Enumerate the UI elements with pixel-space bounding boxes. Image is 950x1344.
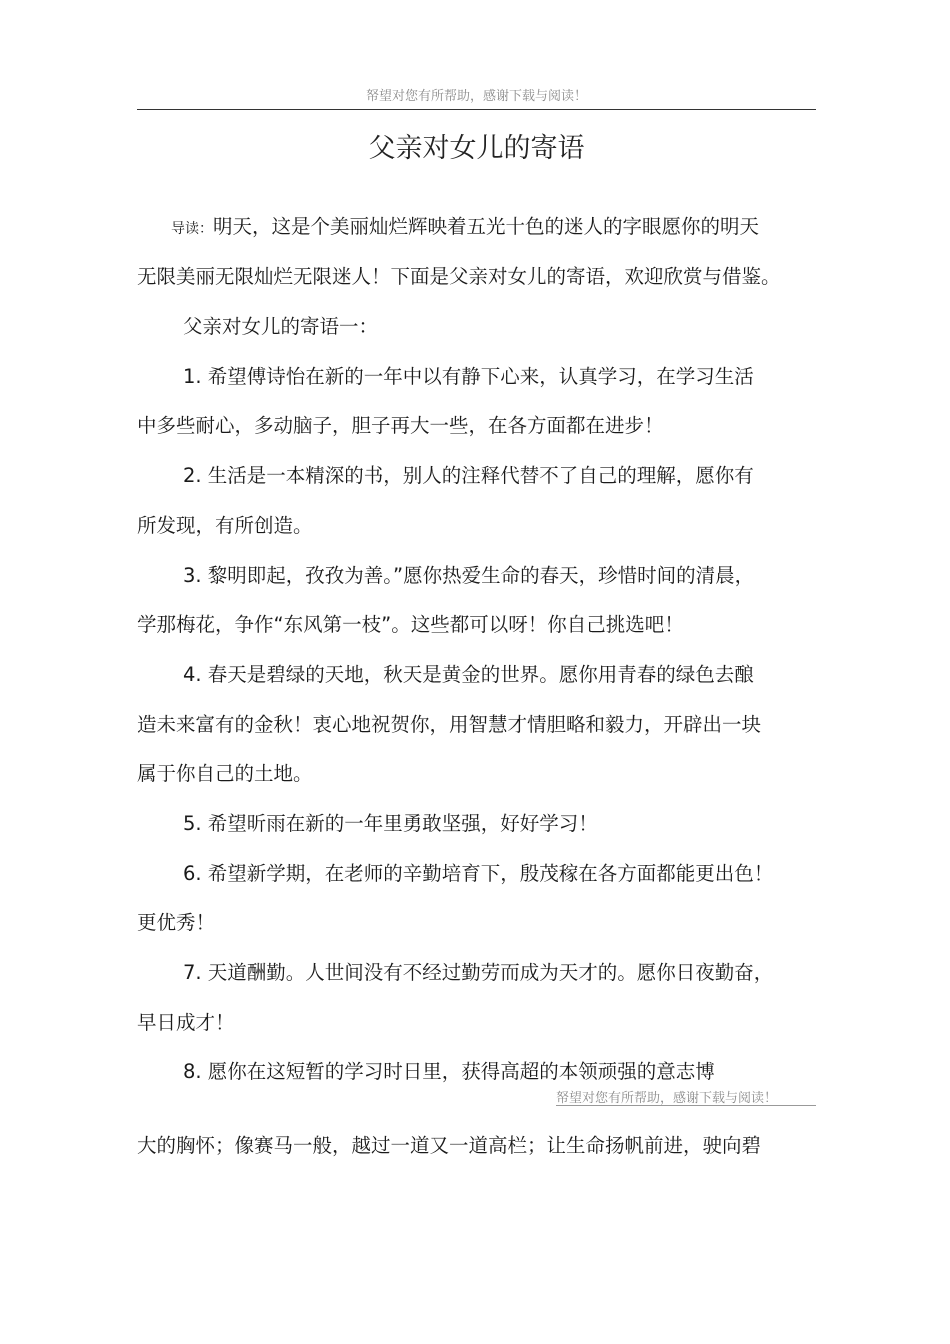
section-heading: 父亲对女儿的寄语一： — [183, 315, 379, 338]
item-6-line-1: 6. 希望新学期，在老师的辛勤培育下，殷茂稼在各方面都能更出色！ — [183, 862, 774, 885]
item-1-line-1: 1. 希望傅诗怡在新的一年中以有静下心来，认真学习，在学习生活 — [183, 365, 754, 388]
item-2-line-2: 所发现，有所创造。 — [137, 514, 313, 537]
item-7-line-1: 7. 天道酬勤。人世间没有不经过勤劳而成为天才的。愿你日夜勤奋， — [183, 961, 774, 984]
intro-line-1 — [171, 211, 759, 239]
intro-line-2: 无限美丽无限灿烂无限迷人！下面是父亲对女儿的寄语，欢迎欣赏与借鉴。 — [137, 265, 781, 288]
item-3-line-2: 学那梅花，争作“东风第一枝”。这些都可以呀！你自己挑选吧！ — [137, 613, 684, 636]
continuation-line: 大的胸怀；像赛马一般，越过一道又一道高栏；让生命扬帆前进，驶向碧 — [137, 1134, 762, 1157]
item-7-line-2: 早日成才！ — [137, 1011, 235, 1034]
footer-note: 帑望对您有所帮助，感谢下载与阅读！ — [556, 1091, 778, 1106]
item-3-line-1: 3. 黎明即起，孜孜为善。”愿你热爱生命的春天，珍惜时间的清晨， — [183, 564, 755, 587]
intro-text-1: 明天，这是个美丽灿烂辉映着五光十色的迷人的字眼愿你的明天 — [213, 215, 760, 238]
item-4-line-3: 属于你自己的土地。 — [137, 762, 313, 785]
item-4-line-1: 4. 春天是碧绿的天地，秋天是黄金的世界。愿你用青春的绿色去酿 — [183, 663, 754, 686]
intro-label: 导读： — [171, 221, 213, 237]
item-1-line-2: 中多些耐心，多动脑子，胆子再大一些，在各方面都在进步！ — [137, 414, 664, 437]
item-4-line-2: 造未来富有的金秋！衷心地祝贺你，用智慧才情胆略和毅力，开辟出一块 — [137, 713, 762, 736]
footer-divider — [556, 1105, 816, 1106]
header-note: 帑望对您有所帮助，感谢下载与阅读！ — [365, 89, 587, 104]
item-6-line-2: 更优秀！ — [137, 911, 216, 934]
item-8-line-1: 8. 愿你在这短暂的学习时日里，获得高超的本领顽强的意志博 — [183, 1060, 715, 1083]
item-5-line-1: 5. 希望昕雨在新的一年里勇敢坚强，好好学习！ — [183, 812, 598, 835]
header-divider — [137, 109, 816, 110]
document-title: 父亲对女儿的寄语 — [368, 133, 585, 164]
item-2-line-1: 2. 生活是一本精深的书，别人的注释代替不了自己的理解，愿你有 — [183, 464, 754, 487]
